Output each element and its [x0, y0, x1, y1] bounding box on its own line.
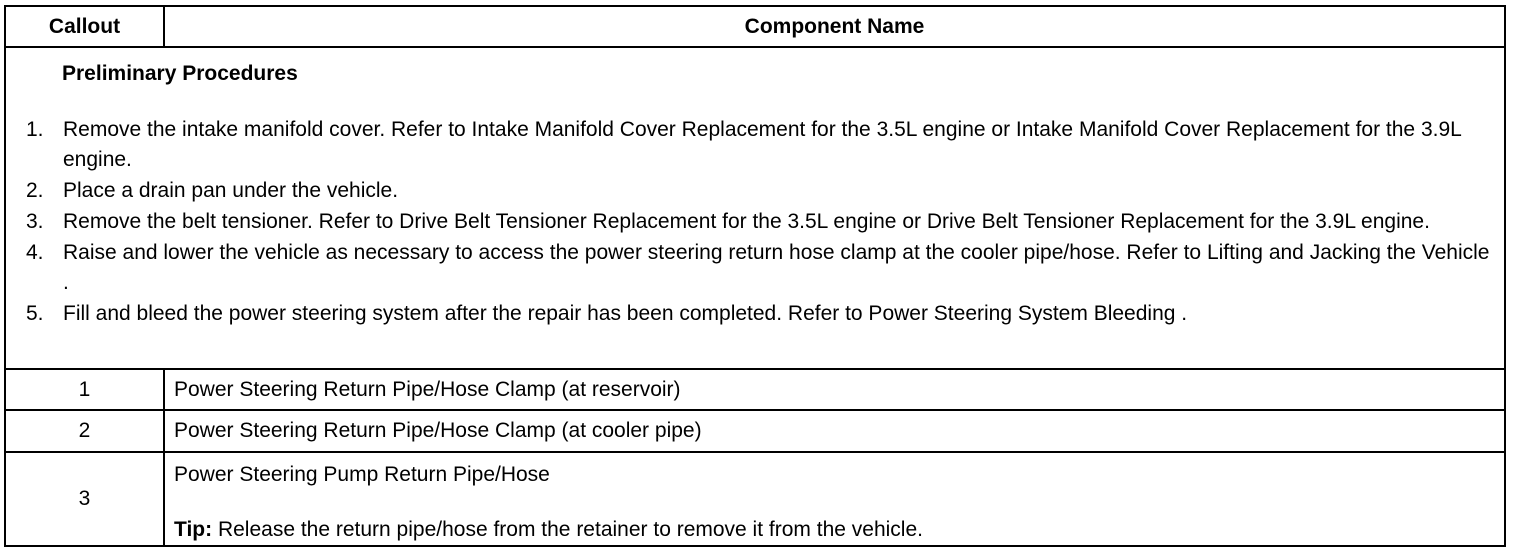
preliminary-steps: [26, 115, 1496, 330]
header-row: [6, 7, 1504, 48]
callout-cell: 1: [6, 370, 165, 409]
step-item: 4. Raise and lower the vehicle as necessary to access the power steering return hose clamp at the cooler pipe/hose. Refer to Lifting and Jacking the Vehicle .: [26, 241, 1490, 294]
step-item: 3. Remove the belt tensioner. Refer to Drive Belt Tensioner Replacement for the 3.5L engine or Drive Belt Tensioner Replacement for the 3.9L engine.: [26, 210, 1430, 233]
preliminary-row: [6, 48, 1504, 370]
step-item: 2. Place a drain pan under the vehicle.: [26, 179, 399, 202]
table-row: [6, 453, 1504, 545]
tip-label: Tip:: [174, 518, 213, 541]
component-name-cell: Power Steering Return Pipe/Hose Clamp (at cooler pipe): [174, 419, 702, 442]
component-table: [4, 5, 1506, 547]
tip-text: Release the return pipe/hose from the retainer to remove it from the vehicle.: [212, 518, 923, 541]
header-component-name: Component Name: [744, 14, 925, 38]
table-row: [6, 370, 1504, 411]
table-row: [6, 411, 1504, 453]
step-item: 5. Fill and bleed the power steering system after the repair has been completed. Refer to Power Steering System Bleeding .: [26, 302, 1188, 325]
tip-note: [174, 518, 923, 542]
header-callout: Callout: [6, 7, 165, 46]
component-name-cell: [165, 453, 1504, 545]
callout-cell: 3: [6, 453, 165, 545]
callout-cell: 2: [6, 411, 165, 451]
step-item: 1. Remove the intake manifold cover. Refer to Intake Manifold Cover Replacement for the 3.5L engine or Intake Manifold Cover Replacement for the 3.9L engine.: [26, 118, 1462, 171]
component-name-cell: Power Steering Return Pipe/Hose Clamp (at reservoir): [174, 377, 681, 401]
preliminary-title: Preliminary Procedures: [62, 62, 298, 85]
component-name-text: Power Steering Pump Return Pipe/Hose: [174, 463, 550, 486]
